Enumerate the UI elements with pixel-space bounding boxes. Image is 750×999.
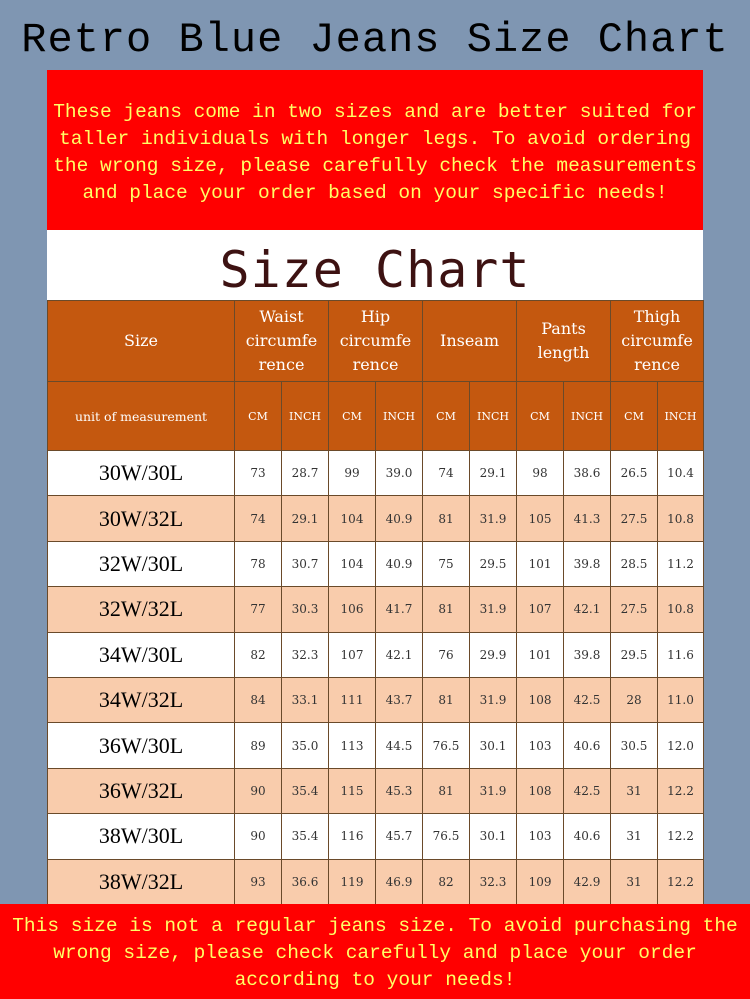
value-cell: 82 [423,859,470,904]
value-cell: 45.3 [376,768,423,813]
value-cell: 10.8 [658,587,704,632]
value-cell: 78 [235,541,282,586]
value-cell: 108 [517,768,564,813]
value-cell: 42.1 [376,632,423,677]
column-header [329,301,423,382]
value-cell: 31.9 [470,768,517,813]
size-header: Size [48,301,235,382]
value-cell: 31 [611,814,658,859]
value-cell: 40.9 [376,496,423,541]
value-cell: 107 [329,632,376,677]
value-cell: 40.6 [564,814,611,859]
value-cell: 30.3 [282,587,329,632]
size-cell: 32W/32L [48,587,235,632]
value-cell: 44.5 [376,723,423,768]
unit-row [48,382,704,451]
value-cell: 28.5 [611,541,658,586]
size-cell: 34W/32L [48,677,235,722]
value-cell: 81 [423,587,470,632]
value-cell: 31 [611,859,658,904]
value-cell: 73 [235,451,282,496]
top-notice: These jeans come in two sizes and are better suited for taller individuals with longer legs. To avoid ordering the wrong size, please carefully check the measurements and place your order based on your specific needs! [47,70,703,230]
value-cell: 98 [517,451,564,496]
column-header-line: Inseam [440,331,500,350]
value-cell: 76.5 [423,814,470,859]
column-header-line: circumfe [621,331,693,350]
table-row [48,859,704,904]
table-row [48,496,704,541]
unit-header: unit of measurement [48,382,235,451]
column-header [235,301,329,382]
value-cell: 81 [423,496,470,541]
value-cell: 39.8 [564,632,611,677]
unit-cm: CM [235,382,282,451]
value-cell: 29.5 [611,632,658,677]
value-cell: 30.1 [470,723,517,768]
value-cell: 29.9 [470,632,517,677]
table-row [48,451,704,496]
table-row [48,723,704,768]
value-cell: 77 [235,587,282,632]
table-row [48,632,704,677]
value-cell: 99 [329,451,376,496]
value-cell: 74 [235,496,282,541]
value-cell: 81 [423,677,470,722]
unit-inch: INCH [376,382,423,451]
column-header-line: Waist [259,307,304,326]
value-cell: 30.5 [611,723,658,768]
value-cell: 76.5 [423,723,470,768]
header-row [48,301,704,382]
value-cell: 27.5 [611,496,658,541]
value-cell: 105 [517,496,564,541]
unit-inch: INCH [658,382,704,451]
value-cell: 32.3 [470,859,517,904]
value-cell: 119 [329,859,376,904]
value-cell: 12.0 [658,723,704,768]
column-header-line: circumfe [339,331,412,350]
value-cell: 104 [329,541,376,586]
value-cell: 12.2 [658,768,704,813]
table-row [48,541,704,586]
value-cell: 27.5 [611,587,658,632]
unit-inch: INCH [564,382,611,451]
value-cell: 31.9 [470,587,517,632]
value-cell: 40.6 [564,723,611,768]
value-cell: 41.7 [376,587,423,632]
value-cell: 39.0 [376,451,423,496]
size-table [47,300,704,905]
value-cell: 29.5 [470,541,517,586]
value-cell: 42.5 [564,677,611,722]
unit-cm: CM [423,382,470,451]
column-header-line: circumfe [245,331,318,350]
unit-inch: INCH [470,382,517,451]
size-cell: 36W/32L [48,768,235,813]
value-cell: 39.8 [564,541,611,586]
value-cell: 33.1 [282,677,329,722]
subtitle-band [47,230,703,300]
value-cell: 35.0 [282,723,329,768]
value-cell: 41.3 [564,496,611,541]
value-cell: 107 [517,587,564,632]
value-cell: 75 [423,541,470,586]
value-cell: 115 [329,768,376,813]
value-cell: 32.3 [282,632,329,677]
size-cell: 36W/30L [48,723,235,768]
bottom-notice: This size is not a regular jeans size. To avoid purchasing the wrong size, please check carefully and place your order according to your needs! [0,904,750,999]
value-cell: 43.7 [376,677,423,722]
table-row [48,587,704,632]
value-cell: 10.8 [658,496,704,541]
value-cell: 76 [423,632,470,677]
value-cell: 28 [611,677,658,722]
value-cell: 11.2 [658,541,704,586]
value-cell: 42.1 [564,587,611,632]
column-header-line: Hip [360,307,391,326]
value-cell: 42.9 [564,859,611,904]
value-cell: 90 [235,814,282,859]
column-header-line: rence [634,355,680,374]
value-cell: 106 [329,587,376,632]
value-cell: 31.9 [470,677,517,722]
value-cell: 81 [423,768,470,813]
unit-cm: CM [611,382,658,451]
table-row [48,677,704,722]
value-cell: 89 [235,723,282,768]
value-cell: 30.7 [282,541,329,586]
value-cell: 104 [329,496,376,541]
page-title: Retro Blue Jeans Size Chart [21,16,729,64]
value-cell: 74 [423,451,470,496]
value-cell: 40.9 [376,541,423,586]
size-cell: 30W/32L [48,496,235,541]
column-header [517,301,611,382]
column-header-line: rence [258,355,305,374]
value-cell: 84 [235,677,282,722]
unit-cm: CM [329,382,376,451]
value-cell: 113 [329,723,376,768]
column-header-line: Thigh [633,307,681,326]
table-row [48,768,704,813]
value-cell: 90 [235,768,282,813]
value-cell: 108 [517,677,564,722]
value-cell: 31.9 [470,496,517,541]
size-cell: 34W/30L [48,632,235,677]
column-header-line: Pants [541,319,586,338]
value-cell: 26.5 [611,451,658,496]
size-cell: 38W/32L [48,859,235,904]
value-cell: 31 [611,768,658,813]
unit-inch: INCH [282,382,329,451]
subtitle: Size Chart [219,241,531,299]
size-cell: 32W/30L [48,541,235,586]
value-cell: 35.4 [282,768,329,813]
value-cell: 28.7 [282,451,329,496]
value-cell: 30.1 [470,814,517,859]
value-cell: 10.4 [658,451,704,496]
column-header [611,301,704,382]
value-cell: 103 [517,814,564,859]
value-cell: 116 [329,814,376,859]
size-cell: 38W/30L [48,814,235,859]
value-cell: 38.6 [564,451,611,496]
column-header-line: length [537,343,590,362]
value-cell: 82 [235,632,282,677]
value-cell: 109 [517,859,564,904]
value-cell: 103 [517,723,564,768]
size-cell: 30W/30L [48,451,235,496]
column-header [423,301,517,382]
value-cell: 101 [517,632,564,677]
column-header-line: rence [352,355,399,374]
value-cell: 101 [517,541,564,586]
value-cell: 12.2 [658,814,704,859]
value-cell: 46.9 [376,859,423,904]
value-cell: 29.1 [282,496,329,541]
value-cell: 93 [235,859,282,904]
value-cell: 35.4 [282,814,329,859]
unit-cm: CM [517,382,564,451]
value-cell: 42.5 [564,768,611,813]
value-cell: 29.1 [470,451,517,496]
table-row [48,814,704,859]
value-cell: 36.6 [282,859,329,904]
value-cell: 45.7 [376,814,423,859]
value-cell: 111 [329,677,376,722]
value-cell: 12.2 [658,859,704,904]
value-cell: 11.6 [658,632,704,677]
value-cell: 11.0 [658,677,704,722]
table-body [48,451,704,905]
